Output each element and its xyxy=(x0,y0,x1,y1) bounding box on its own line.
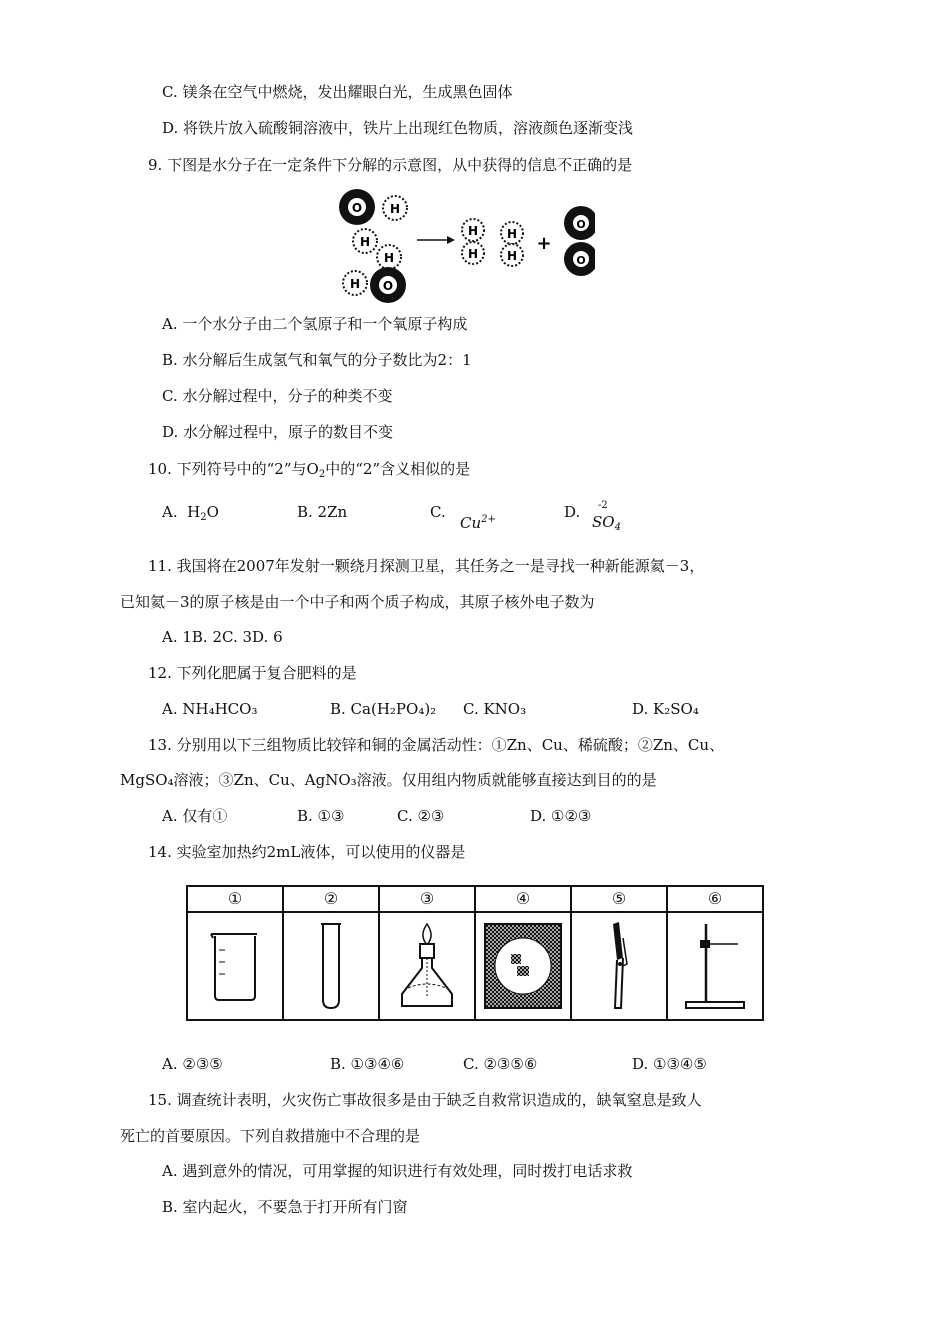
q10-option-a xyxy=(162,502,219,528)
wire-gauze-icon xyxy=(481,920,565,1012)
q10-option-d-so: SO xyxy=(592,513,615,531)
q10-option-c-formula xyxy=(460,510,496,533)
apparatus-table xyxy=(186,885,764,1021)
q9-stem: 9. 下图是水分子在一定条件下分解的示意图，从中获得的信息不正确的是 xyxy=(148,156,633,174)
atom-o-label: O xyxy=(382,279,394,293)
q11-line1: 11. 我国将在2007年发射一颗绕月探测卫星，其任务之一是寻找一种新能源氦－3， xyxy=(148,557,705,575)
atom-h-label: H xyxy=(506,227,518,241)
alcohol-lamp-icon xyxy=(392,918,462,1014)
q10-option-d-sub: 4 xyxy=(614,522,621,533)
iron-stand-icon xyxy=(680,918,750,1014)
q10-option-d-label: D. xyxy=(564,503,581,521)
q10-option-a-h: H xyxy=(187,503,201,521)
q8-option-d: D. 将铁片放入硫酸铜溶液中，铁片上出现红色物质，溶液颜色逐渐变浅 xyxy=(162,119,634,137)
q15-line2: 死亡的首要原因。下列自救措施中不合理的是 xyxy=(120,1127,421,1145)
apparatus-test-tube-holder xyxy=(572,887,668,1019)
atom-h-label: H xyxy=(467,224,479,238)
q10-option-b: B. 2Zn xyxy=(297,503,348,521)
apparatus-number: ② xyxy=(284,887,378,913)
apparatus-wire-gauze xyxy=(476,887,572,1019)
water-decomposition-diagram xyxy=(335,185,595,315)
apparatus-number: ⑥ xyxy=(668,887,762,913)
q10-option-c-cu: Cu xyxy=(460,514,482,532)
q10-stem xyxy=(148,459,470,485)
atom-h-label: H xyxy=(389,202,401,216)
q13-option-a: A. 仅有① xyxy=(162,807,228,825)
q13-line1: 13. 分别用以下三组物质比较锌和铜的金属活动性：①Zn、Cu、稀硫酸；②Zn、Cu、 xyxy=(148,736,725,754)
q13-line2: MgSO₄溶液；③Zn、Cu、AgNO₃溶液。仅用组内物质就能够直接达到目的的是 xyxy=(120,771,657,789)
atom-o-label: O xyxy=(576,218,586,231)
q11-options: A. 1B. 2C. 3D. 6 xyxy=(162,628,283,646)
plus-sign: + xyxy=(536,233,552,254)
q15-option-b: B. 室内起火，不要急于打开所有门窗 xyxy=(162,1198,408,1216)
q10-stem-part1: 10. 下列符号中的“2”与 xyxy=(148,460,307,478)
q14-option-a: A. ②③⑤ xyxy=(162,1055,223,1073)
q10-option-d xyxy=(564,502,644,542)
atom-o-label: O xyxy=(576,254,586,267)
apparatus-beaker xyxy=(188,887,284,1019)
q12-option-d: D. K₂SO₄ xyxy=(632,700,699,718)
q9-option-d: D. 水分解过程中，原子的数目不变 xyxy=(162,423,394,441)
q15-option-a: A. 遇到意外的情况，可用掌握的知识进行有效处理，同时拨打电话求救 xyxy=(162,1162,633,1180)
q14-option-c: C. ②③⑤⑥ xyxy=(463,1055,538,1073)
apparatus-number: ⑤ xyxy=(572,887,666,913)
q10-option-a-sub: 2 xyxy=(200,512,207,523)
q15-line1: 15. 调查统计表明，火灾伤亡事故很多是由于缺乏自救常识造成的，缺氧窒息是致人 xyxy=(148,1091,702,1109)
atom-h-label: H xyxy=(467,247,479,261)
q9-option-b: B. 水分解后生成氢气和氧气的分子数比为2：1 xyxy=(162,351,472,369)
apparatus-test-tube xyxy=(284,887,380,1019)
q12-option-a: A. NH₄HCO₃ xyxy=(162,700,258,718)
atom-h-label: H xyxy=(383,251,395,265)
q14-option-d: D. ①③④⑤ xyxy=(632,1055,707,1073)
test-tube-holder-icon xyxy=(599,918,639,1014)
q8-option-c: C. 镁条在空气中燃烧，发出耀眼白光，生成黑色固体 xyxy=(162,83,513,101)
q13-option-b: B. ①③ xyxy=(297,807,345,825)
atom-o-label: O xyxy=(351,201,363,215)
q14-option-b: B. ①③④⑥ xyxy=(330,1055,405,1073)
atom-h-label: H xyxy=(506,249,518,263)
q13-option-d: D. ①②③ xyxy=(530,807,592,825)
apparatus-number: ③ xyxy=(380,887,474,913)
q9-option-a: A. 一个水分子由二个氢原子和一个氧原子构成 xyxy=(162,315,468,333)
q12-stem: 12. 下列化肥属于复合肥料的是 xyxy=(148,664,357,682)
atom-h-label: H xyxy=(349,277,361,291)
q10-stem-sub: 2 xyxy=(318,469,326,480)
q13-option-c: C. ②③ xyxy=(397,807,445,825)
q10-option-a-o: O xyxy=(206,503,219,521)
q9-option-c: C. 水分解过程中，分子的种类不变 xyxy=(162,387,393,405)
q10-option-c xyxy=(430,502,496,532)
beaker-icon xyxy=(205,926,265,1006)
q14-stem: 14. 实验室加热约2mL液体，可以使用的仪器是 xyxy=(148,843,466,861)
q10-option-c-charge: 2+ xyxy=(481,514,496,525)
apparatus-iron-stand xyxy=(668,887,762,1019)
q10-option-a-label: A. xyxy=(162,503,178,521)
test-tube-icon xyxy=(311,920,351,1012)
atom-h-label: H xyxy=(359,235,371,249)
q10-option-d-formula xyxy=(592,512,621,538)
q12-option-b: B. Ca(H₂PO₄)₂ xyxy=(330,700,437,718)
q10-stem-o: O xyxy=(306,460,319,478)
q10-option-d-valence: -2 xyxy=(598,500,608,511)
q10-stem-part2: 中的“2”含义相似的是 xyxy=(325,460,471,478)
q12-option-c: C. KNO₃ xyxy=(463,700,527,718)
apparatus-alcohol-lamp xyxy=(380,887,476,1019)
q10-option-c-label: C. xyxy=(430,503,446,521)
apparatus-number: ④ xyxy=(476,887,570,913)
apparatus-number: ① xyxy=(188,887,282,913)
q11-line2: 已知氦－3的原子核是由一个中子和两个质子构成，其原子核外电子数为 xyxy=(120,593,595,611)
